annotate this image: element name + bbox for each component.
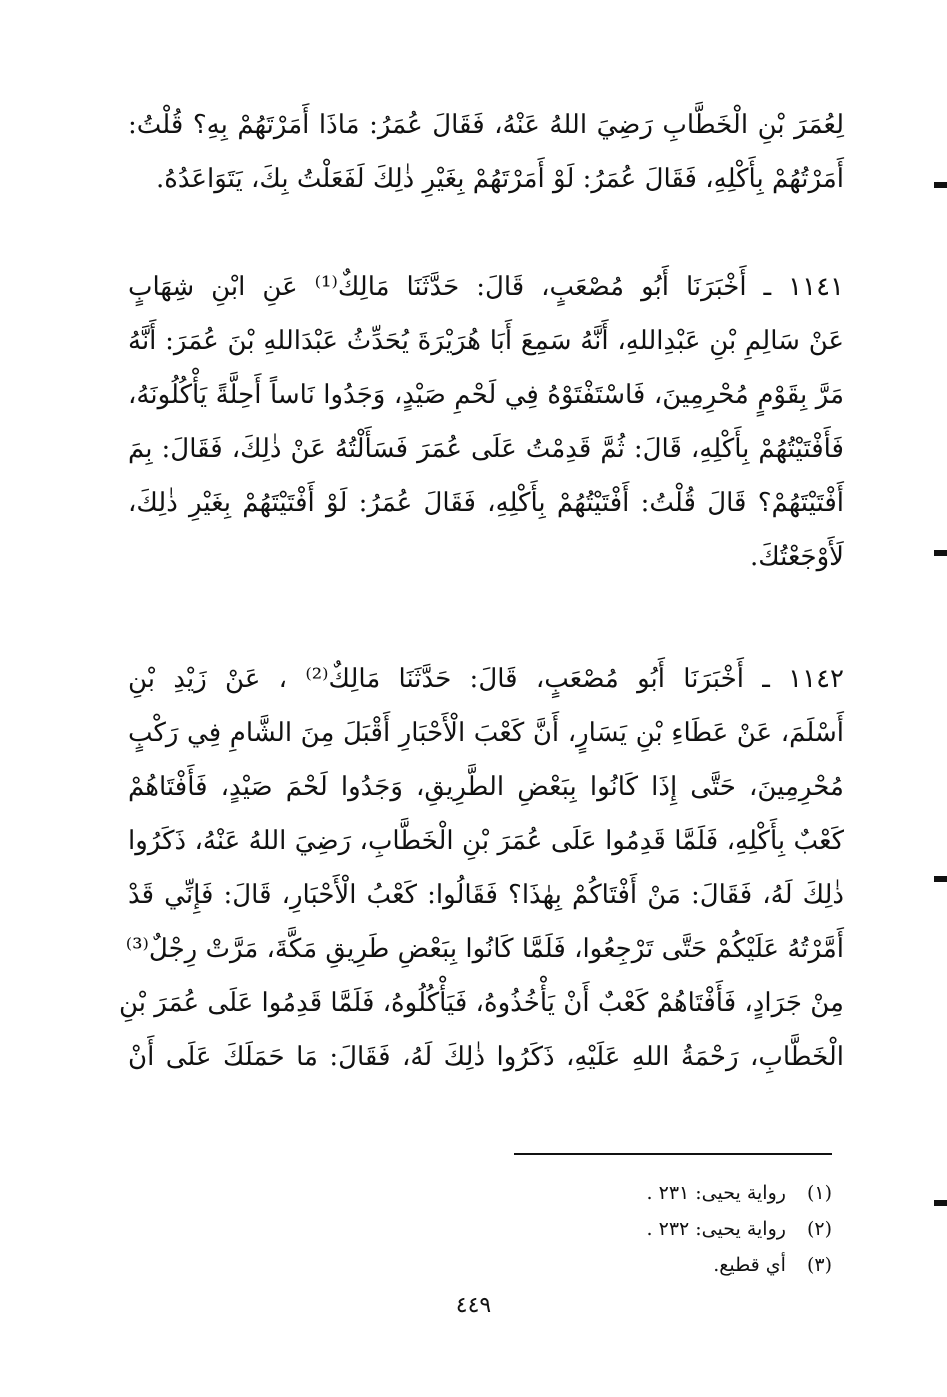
text-line: ١١٤١ ـ أَخْبَرَنَا أَبُو مُصْعَبٍ، قَالَ: حَدَّثَنَا مَالِكٌ⁽¹⁾ عَنِ ابْنِ شِهَابٍ (128, 272, 844, 302)
text-line: الْخَطَّابِ، رَحْمَةُ اللهِ عَلَيْهِ، ذَكَرُوا ذٰلِكَ لَهُ، فَقَالَ: مَا حَمَلَكَ عَلَى أَنْ (128, 1042, 844, 1072)
footnote-number: (٢) (806, 1218, 832, 1240)
footnote-separator (514, 1153, 832, 1155)
footnote-text: رواية يحيى: ٢٣٢ . (646, 1218, 786, 1240)
text-line: أَسْلَمَ، عَنْ عَطَاءِ بْنِ يَسَارٍ، أَنَّ كَعْبَ الْأَحْبَارِ أَقْبَلَ مِنَ الشَّامِ فِي رَكْبٍ (128, 718, 844, 748)
text-line: فَأَفْتَيْتُهُمْ بِأَكْلِهِ، قَالَ: ثُمَّ قَدِمْتُ عَلَى عُمَرَ فَسَأَلْتُهُ عَنْ ذٰلِكَ، فَقَالَ: بِمَ (128, 434, 844, 464)
paragraph-continuation (128, 98, 844, 206)
footnote-number: (١) (806, 1182, 832, 1204)
footnote-item (440, 1175, 832, 1211)
text-line: أَفْتَيْتَهُمْ؟ قَالَ قُلْتُ: أَفْتَيْتُهُمْ بِأَكْلِهِ، فَقَالَ عُمَرُ: لَوْ أَفْتَيْتَهُمْ بِغَيْرِ ذٰلِكَ، (128, 488, 844, 518)
text-line: مِنْ جَرَادٍ، فَأَفْتَاهُمْ كَعْبٌ أَنْ يَأْخُذُوهُ، فَيَأْكُلُوهُ، فَلَمَّا قَدِمُوا عَلَى عُمَرَ بْنِ (118, 988, 844, 1018)
text-line: أَمَرْتُهُمْ بِأَكْلِهِ، فَقَالَ عُمَرُ: لَوْ أَمَرْتَهُمْ بِغَيْرِ ذٰلِكَ لَفَعَلْتُ بِكَ، يَتَوَاعَدُهُ. (155, 164, 844, 194)
text-line: ذٰلِكَ لَهُ، فَقَالَ: مَنْ أَفْتَاكُمْ بِهٰذَا؟ فَقَالُوا: كَعْبُ الْأَحْبَارِ، قَالَ: فَإِنِّي قَدْ (128, 880, 844, 910)
footnote-item (440, 1247, 832, 1283)
margin-mark (934, 182, 947, 188)
text-line: لَأَوْجَعْتُكَ. (749, 542, 844, 572)
footnote-text: أي قطيع. (713, 1254, 786, 1276)
footnote-text: رواية يحيى: ٢٣١ . (646, 1182, 786, 1204)
text-line: ١١٤٢ ـ أَخْبَرَنَا أَبُو مُصْعَبٍ، قَالَ: حَدَّثَنَا مَالِكٌ⁽²⁾ ، عَنْ زَيْدِ بْنِ (128, 664, 844, 694)
text-line: أَمَّرْتُهُ عَلَيْكُمْ حَتَّى تَرْجِعُوا، فَلَمَّا كَانُوا بِبَعْضِ طَرِيقِ مَكَّةَ، مَرَّتْ رِجْلٌ⁽³⁾ (125, 934, 844, 964)
page-number: ٤٤٩ (455, 1293, 492, 1318)
text-line: مُحْرِمِينَ، حَتَّى إِذَا كَانُوا بِبَعْضِ الطَّرِيقِ، وَجَدُوا لَحْمَ صَيْدٍ، فَأَفْتَاهُمْ (128, 772, 844, 802)
paragraph-hadith-1141 (128, 260, 844, 584)
text-line: لِعُمَرَ بْنِ الْخَطَّابِ رَضِيَ اللهُ عَنْهُ، فَقَالَ عُمَرُ: مَاذَا أَمَرْتَهُمْ بِهِ؟ قُلْتُ: (128, 110, 844, 140)
text-line: مَرَّ بِقَوْمٍ مُحْرِمِينَ، فَاسْتَفْتَوْهُ فِي لَحْمِ صَيْدٍ، وَجَدُوا نَاساً أَحِلَّةً يَأْكُلُونَهُ، (128, 380, 844, 410)
text-line: عَنْ سَالِمِ بْنِ عَبْدِاللهِ، أَنَّهُ سَمِعَ أَبَا هُرَيْرَةَ يُحَدِّثُ عَبْدَاللهِ بْنَ عُمَرَ: أَنَّهُ (128, 326, 844, 356)
footnote-number: (٣) (806, 1254, 832, 1276)
margin-mark (934, 550, 947, 556)
margin-mark (934, 1200, 947, 1206)
paragraph-hadith-1142 (118, 652, 844, 1084)
footnote-item (440, 1211, 832, 1247)
text-line: كَعْبٌ بِأَكْلِهِ، فَلَمَّا قَدِمُوا عَلَى عُمَرَ بْنِ الْخَطَّابِ، رَضِيَ اللهُ عَنْهُ، ذَكَرُوا (128, 826, 844, 856)
footnotes (440, 1175, 832, 1283)
margin-mark (934, 876, 947, 882)
